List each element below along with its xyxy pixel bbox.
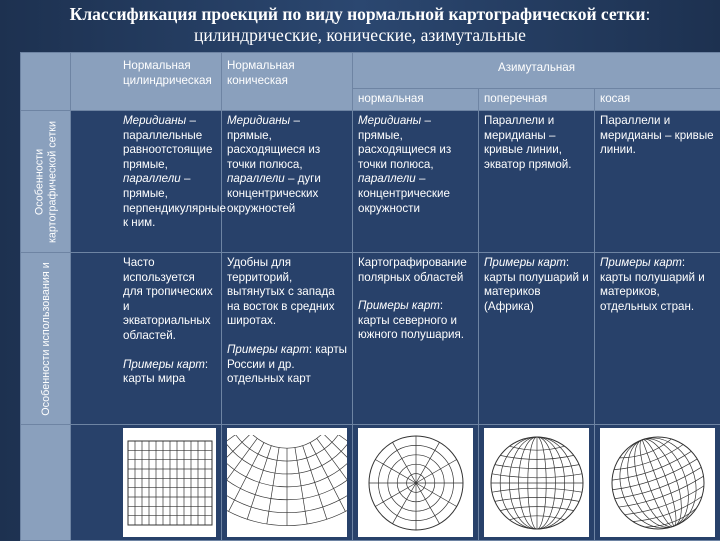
usage-text: Картографирование полярных областей	[358, 256, 473, 285]
example-label: Примеры карт	[600, 256, 682, 269]
pic-cell-normal	[353, 425, 479, 541]
example-label: Примеры карт	[484, 256, 566, 269]
text-part: – параллельные равноотстоящие прямые,	[123, 114, 212, 171]
side-text-grid: Особенности картографической сетки	[33, 117, 58, 247]
term-parallels: параллели	[358, 172, 416, 185]
header-corner	[21, 53, 71, 111]
projection-table	[20, 52, 720, 541]
subheader-normal: нормальная	[353, 89, 479, 111]
side-text-usage: Особенности использования и	[39, 259, 52, 419]
title-rest: : цилиндрические, конические, азимутальные	[194, 4, 650, 45]
usage-text: Удобны для территорий, вытянутых с запада на восток в средних широтах.	[227, 256, 347, 329]
example-maps	[227, 343, 347, 387]
example-maps	[123, 358, 216, 387]
example-text: : карты России и др. отдельных карт	[227, 343, 347, 385]
example-label: Примеры карт	[227, 343, 309, 356]
example-maps	[600, 256, 715, 314]
example-text: : карты полушарий и материков (Африка)	[484, 256, 589, 313]
cell-transverse-usage	[479, 253, 595, 425]
pic-cell-transverse	[479, 425, 595, 541]
example-text: : карты полушарий и материков, отдельных стран.	[600, 256, 705, 313]
example-label: Примеры карт	[123, 358, 205, 371]
subheader-transverse: поперечная	[479, 89, 595, 111]
side-label-grid	[21, 111, 71, 253]
cell-conic-grid	[222, 111, 353, 253]
cell-transverse-grid: Параллели и меридианы – кривые линии, экватор прямой.	[479, 111, 595, 253]
polar-azimuthal-grid-icon	[358, 428, 473, 537]
example-maps	[484, 256, 589, 314]
text-part: – прямые, перпендикулярные к ним.	[123, 172, 226, 229]
term-parallels: параллели	[227, 172, 285, 185]
cell-normal-grid	[353, 111, 479, 253]
term-parallels: параллели	[123, 172, 181, 185]
slide-title	[20, 4, 700, 46]
term-meridians: Меридианы	[227, 114, 290, 127]
header-cylindrical: Нормальная цилиндрическая	[71, 53, 222, 111]
header-azimuthal: Азимутальная	[353, 53, 720, 89]
cell-cyl-usage	[71, 253, 222, 425]
cylindrical-grid-icon	[123, 428, 216, 537]
title-bold: Классификация проекций по виду нормальной картографической сетки	[70, 4, 646, 24]
header-conic: Нормальная коническая	[222, 53, 353, 111]
example-maps	[358, 299, 473, 343]
text-part: – дуги концентрических окружностей	[227, 172, 321, 214]
side-label-usage	[21, 253, 71, 425]
pic-cell-oblique	[595, 425, 720, 541]
oblique-azimuthal-grid-icon	[600, 428, 715, 537]
example-text: : карты северного и южного полушария.	[358, 299, 464, 341]
transverse-azimuthal-grid-icon	[484, 428, 589, 537]
text-part: – прямые, расходящиеся из точки полюса,	[227, 114, 320, 171]
subheader-oblique: косая	[595, 89, 720, 111]
text-part: – прямые, расходящиеся из точки полюса,	[358, 114, 451, 171]
conic-grid-icon	[227, 428, 347, 537]
example-label: Примеры карт	[358, 299, 440, 312]
cell-oblique-grid: Параллели и меридианы – кривые линии.	[595, 111, 720, 253]
text-part: – концентрические окружности	[358, 172, 450, 214]
cell-normal-usage	[353, 253, 479, 425]
pic-cell-conic	[222, 425, 353, 541]
side-label-empty	[21, 425, 71, 541]
cell-cyl-grid	[71, 111, 222, 253]
example-text: : карты мира	[123, 358, 208, 386]
usage-text: Часто используется для тропических и экваториальных областей.	[123, 256, 216, 344]
cell-conic-usage	[222, 253, 353, 425]
term-meridians: Меридианы	[123, 114, 186, 127]
pic-cell-cyl	[71, 425, 222, 541]
term-meridians: Меридианы	[358, 114, 421, 127]
cell-oblique-usage	[595, 253, 720, 425]
